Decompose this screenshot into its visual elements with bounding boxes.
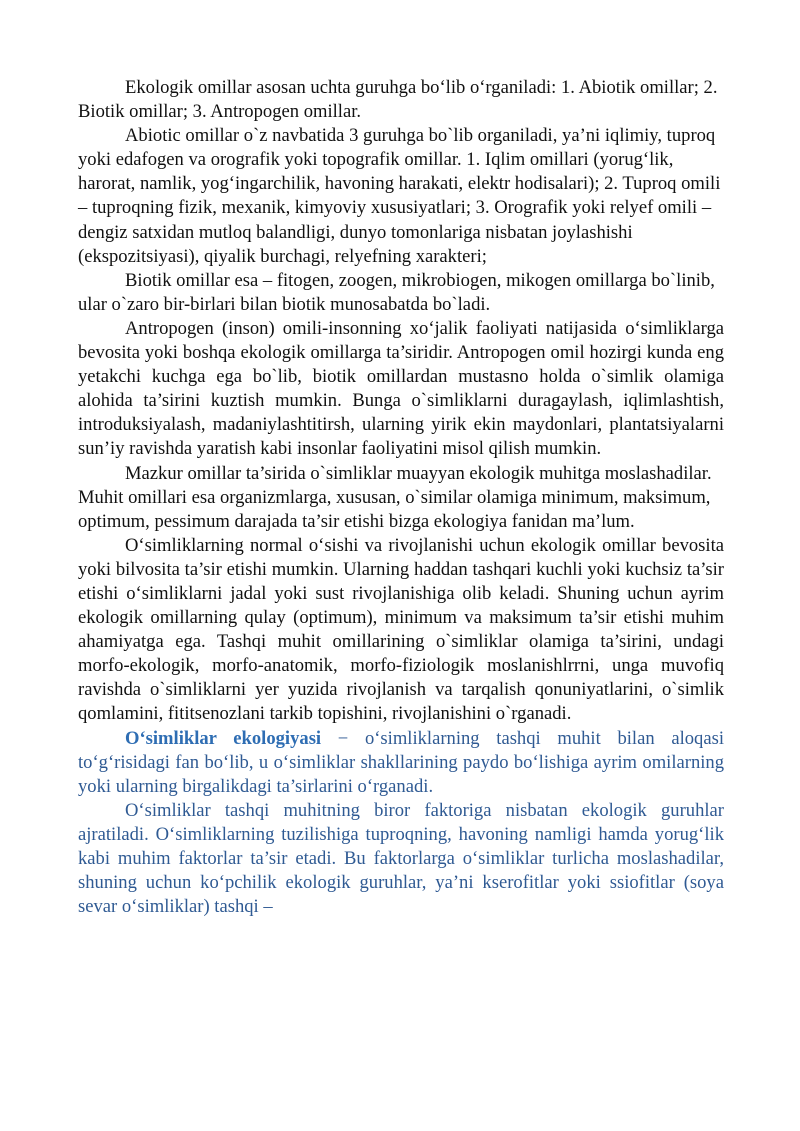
document-page [78, 76, 724, 919]
term-plant-ecology: O‘simliklar ekologiyasi [125, 727, 322, 749]
paragraph-biotic-factors: Biotik omillar esa – fitogen, zoogen, mikrobiogen, mikogen omillarga bo`linib, ular o`zaro bir-birlari bilan biotik munosabatda bo`ladi. [78, 269, 715, 315]
paragraph-ecological-groups: O‘simliklar tashqi muhitning biror faktoriga nisbatan ekologik guruhlar ajratiladi. O‘simliklarning tuzilishiga tuproqning, havoning namligi hamda yorug‘lik kabi muhim faktorlar ta’sir etadi. Bu faktorlarga o‘simliklar turlicha moslashadilar, shuning uchun ko‘pchilik ekologik guruhlar, ya’ni kserofitlar yoki ssiofitlar (soya sevar o‘simliklar) tashqi – [78, 799, 724, 918]
paragraph-anthropogenic-factor: Antropogen (inson) omili-insonning xo‘jalik faoliyati natijasida o‘simliklarga bevosita yoki boshqa ekologik omillarga ta’siridir. Antropogen omil hozirgi kunda eng yetakchi kuchga ega bo`lib, biotik omillardan mustasno holda o`simlik olamiga alohida ta’sirini kuztish mumkin. Bunga o`simliklarni duragaylash, iqlimlashtish, introduksiyalash, madaniylashtitirsh, ularning yirik ekin maydonlari, plantatsiyalarni sun’iy ravishda yaratish kabi insonlar faoliyatini misol qilish mumkin. [78, 317, 724, 460]
paragraph-abiotic-factors: Abiotic omillar o`z navbatida 3 guruhga bo`lib organiladi, ya’ni iqlimiy, tuproq yoki edafogen va orografik yoki topografik omillar. 1. Iqlim omillari (yorug‘lik, harorat, namlik, yog‘ingarchilik, havoning harakati, elektr hodisalari); 2. Tuproq omili – tuproqning fizik, mexanik, kimyoviy xususiyatlari; 3. Orografik yoki relyef omili – dengiz satxidan mutloq balandligi, dunyo tomonlariga nisbatan joylashishi (ekspozitsiyasi), qiyalik burchagi, relyefning xarakteri; [78, 125, 721, 267]
paragraph-growth-development: O‘simliklarning normal o‘sishi va rivojlanishi uchun ekologik omillar bevosita yoki bilvosita ta’sir etishi mumkin. Ularning haddan tashqari kuchli yoki kuchsiz ta’sir etishi o‘simliklarni jadal yoki sust rivojlanishiga olib keladi. Shuning uchun ayrim ekologik omillarning qulay (optimum), minimum va maksimum ta’sir etishi muhim ahamiyatga ega. Tashqi muhit omillarining o`simliklar olamiga ta’sirini, undagi morfo-ekologik, morfo-anatomik, morfo-fiziologik moslanishlrrni, unga muvofiq ravishda o`simliklarni yer yuzida rivojlanish va tarqalish qonuniyatlarini, o`simlik qomlamini, fititsenozlani tarkib topishini, rivojlanishini o`rganadi. [78, 534, 724, 725]
paragraph-adaptation: Mazkur omillar ta’sirida o`simliklar muayyan ekologik muhitga moslashadilar. Muhit omillari esa organizmlarga, xususan, o`similar olamiga minimum, maksimum, optimum, pessimum darajada ta’sir etishi bizga ekologiya fanidan ma’lum. [78, 462, 712, 532]
paragraph-plant-ecology-definition [78, 727, 724, 799]
definition-text: − o‘simliklarning tashqi muhit bilan aloqasi to‘g‘risidagi fan bo‘lib, u o‘simliklar shakllarining paydo bo‘lishiga ayrim omilarning yoki ularning birgalikdagi ta’sirlarini o‘rganadi. [78, 727, 724, 797]
paragraph-ecological-factors-groups: Ekologik omillar asosan uchta guruhga bo‘lib o‘rganiladi: 1. Abiotik omillar; 2. Biotik omillar; 3. Antropogen omillar. [78, 77, 718, 123]
